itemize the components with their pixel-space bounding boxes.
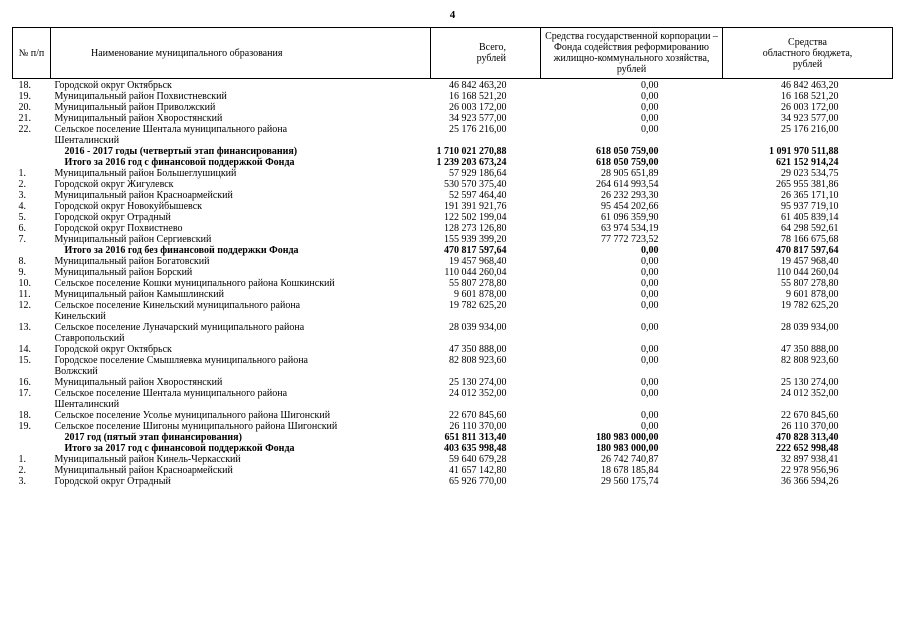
fund-amount: 0,00 [641,355,659,366]
table-row [13,388,893,410]
regional-amount: 34 923 577,00 [781,113,839,124]
financing-table [12,27,893,487]
total-amount: 34 923 577,00 [449,113,507,124]
fund-amount: 0,00 [641,124,659,135]
row-number [13,157,51,168]
municipality-name: Городской округ Похвистнево [54,223,183,234]
total-amount: 25 176 216,00 [449,124,507,135]
total-amount: 26 110 370,00 [449,421,507,432]
table-row [13,168,893,179]
row-number: 9. [18,267,26,278]
municipality-name: Городское поселение Смышляевка муниципального района Волжский [54,355,308,377]
total-amount: 52 597 464,40 [449,190,507,201]
total-amount: 28 039 934,00 [449,322,507,333]
row-number: 16. [18,377,31,388]
total-amount: 110 044 260,04 [444,267,507,278]
row-number: 3. [18,190,26,201]
fund-amount: 0,00 [641,102,659,113]
fund-amount: 0,00 [641,245,659,256]
total-amount: 57 929 186,64 [449,168,507,179]
row-number: 20. [18,102,31,113]
total-amount: 24 012 352,00 [449,388,507,399]
total-amount: 47 350 888,00 [449,344,507,355]
row-number: 1. [18,168,26,179]
regional-amount: 19 457 968,40 [781,256,839,267]
row-number: 22. [18,124,31,135]
fund-amount: 0,00 [641,256,659,267]
table-row [13,355,893,377]
row-number: 12. [18,300,31,311]
fund-amount: 0,00 [641,113,659,124]
total-amount: 46 842 463,20 [449,80,507,91]
regional-amount: 28 039 934,00 [781,322,839,333]
table-body [13,79,893,488]
municipality-name: 2017 год (пятый этап финансирования) [64,432,242,443]
municipality-name: 2016 - 2017 годы (четвертый этап финансирования) [64,146,298,157]
regional-amount: 29 023 534,75 [781,168,839,179]
fund-amount: 0,00 [641,278,659,289]
municipality-name: Сельское поселение Шигоны муниципального района Шигонский [54,421,338,432]
table-summary-row [13,157,893,168]
row-number: 1. [18,454,26,465]
regional-amount: 22 670 845,60 [781,410,839,421]
table-row [13,124,893,146]
total-amount: 22 670 845,60 [449,410,507,421]
row-number: 18. [18,80,31,91]
fund-amount: 0,00 [641,410,659,421]
regional-amount: 16 168 521,20 [781,91,839,102]
fund-amount: 28 905 651,89 [601,168,659,179]
total-amount: 16 168 521,20 [449,91,507,102]
row-number: 13. [18,322,31,333]
table-row [13,289,893,300]
municipality-name: Муниципальный район Хворостянский [54,377,223,388]
regional-amount: 22 978 956,96 [781,465,839,476]
row-number: 6. [18,223,26,234]
total-amount: 82 808 923,60 [449,355,507,366]
header-name: Наименование муниципального образования [51,28,431,79]
row-number: 11. [18,289,31,300]
fund-amount: 0,00 [641,322,659,333]
fund-amount: 264 614 993,54 [596,179,659,190]
row-number: 17. [18,388,31,399]
municipality-name: Муниципальный район Богатовский [54,256,210,267]
header-total: Всего, рублей [431,28,541,79]
fund-amount: 180 983 000,00 [596,443,659,454]
table-row [13,300,893,322]
row-number: 2. [18,465,26,476]
table-summary-row [13,432,893,443]
row-number: 18. [18,410,31,421]
fund-amount: 18 678 185,84 [601,465,659,476]
regional-amount: 26 365 171,10 [781,190,839,201]
table-row [13,212,893,223]
regional-amount: 24 012 352,00 [781,388,839,399]
table-row [13,190,893,201]
municipality-name: Муниципальный район Приволжский [54,102,216,113]
regional-amount: 26 110 370,00 [781,421,839,432]
fund-amount: 180 983 000,00 [596,432,659,443]
regional-amount: 1 091 970 511,88 [769,146,839,157]
total-amount: 530 570 375,40 [444,179,507,190]
fund-amount: 0,00 [641,377,659,388]
table-row [13,410,893,421]
total-amount: 1 710 021 270,88 [436,146,507,157]
fund-amount: 0,00 [641,388,659,399]
fund-amount: 0,00 [641,80,659,91]
fund-amount: 0,00 [641,344,659,355]
total-amount: 403 635 998,48 [444,443,507,454]
total-amount: 122 502 199,04 [444,212,507,223]
table-row [13,267,893,278]
regional-amount: 470 828 313,40 [776,432,839,443]
municipality-name: Городской округ Новокуйбышевск [54,201,203,212]
total-amount: 155 939 399,20 [444,234,507,245]
table-row [13,344,893,355]
municipality-name: Городской округ Октябрьск [54,80,172,91]
row-number [13,146,51,157]
row-number: 10. [18,278,31,289]
municipality-name: Городской округ Отрадный [54,476,171,487]
regional-amount: 9 601 878,00 [786,289,839,300]
table-row [13,179,893,190]
municipality-name: Итого за 2016 год без финансовой поддержки Фонда [64,245,299,256]
fund-amount: 61 096 359,90 [601,212,659,223]
regional-amount: 265 955 381,86 [776,179,839,190]
fund-amount: 26 232 293,30 [601,190,659,201]
table-row [13,421,893,432]
header-regional: Средства областного бюджета, рублей [723,28,893,79]
table-summary-row [13,146,893,157]
regional-amount: 78 166 675,68 [781,234,839,245]
regional-amount: 25 130 274,00 [781,377,839,388]
row-number: 15. [18,355,31,366]
total-amount: 55 807 278,80 [449,278,507,289]
table-row [13,223,893,234]
municipality-name: Итого за 2016 год с финансовой поддержкой Фонда [64,157,295,168]
table-row [13,322,893,344]
municipality-name: Итого за 2017 год с финансовой поддержкой Фонда [64,443,295,454]
municipality-name: Муниципальный район Красноармейский [54,190,233,201]
regional-amount: 470 817 597,64 [776,245,839,256]
total-amount: 26 003 172,00 [449,102,507,113]
municipality-name: Сельское поселение Шентала муниципального района Шенталинский [54,124,288,146]
fund-amount: 618 050 759,00 [596,157,659,168]
fund-amount: 26 742 740,87 [601,454,659,465]
municipality-name: Сельское поселение Шентала муниципального района Шенталинский [54,388,288,410]
total-amount: 9 601 878,00 [454,289,507,300]
total-amount: 41 657 142,80 [449,465,507,476]
table-row [13,102,893,113]
regional-amount: 36 366 594,26 [781,476,839,487]
fund-amount: 63 974 534,19 [601,223,659,234]
regional-amount: 110 044 260,04 [776,267,839,278]
table-summary-row [13,245,893,256]
total-amount: 19 457 968,40 [449,256,507,267]
table-row [13,91,893,102]
municipality-name: Городской округ Октябрьск [54,344,172,355]
table-row [13,234,893,245]
fund-amount: 77 772 723,52 [601,234,659,245]
row-number: 4. [18,201,26,212]
regional-amount: 222 652 998,48 [776,443,839,454]
municipality-name: Сельское поселение Кинельский муниципального района Кинельский [54,300,301,322]
municipality-name: Муниципальный район Борский [54,267,193,278]
municipality-name: Городской округ Отрадный [54,212,171,223]
regional-amount: 46 842 463,20 [781,80,839,91]
fund-amount: 0,00 [641,421,659,432]
header-num: № п/п [13,28,51,79]
row-number: 19. [18,421,31,432]
municipality-name: Муниципальный район Сергиевский [54,234,212,245]
total-amount: 25 130 274,00 [449,377,507,388]
municipality-name: Городской округ Жигулевск [54,179,174,190]
regional-amount: 19 782 625,20 [781,300,839,311]
total-amount: 651 811 313,40 [444,432,507,443]
regional-amount: 47 350 888,00 [781,344,839,355]
row-number [13,245,51,256]
table-row [13,278,893,289]
regional-amount: 64 298 592,61 [781,223,839,234]
regional-amount: 95 937 719,10 [781,201,839,212]
total-amount: 19 782 625,20 [449,300,507,311]
municipality-name: Сельское поселение Кошки муниципального района Кошкинский [54,278,335,289]
table-row [13,79,893,92]
row-number [13,443,51,454]
regional-amount: 621 152 914,24 [776,157,839,168]
table-row [13,465,893,476]
table-row [13,113,893,124]
table-summary-row [13,443,893,454]
row-number: 3. [18,476,26,487]
table-row [13,201,893,212]
row-number: 7. [18,234,26,245]
total-amount: 470 817 597,64 [444,245,507,256]
row-number [13,432,51,443]
municipality-name: Муниципальный район Камышлинский [54,289,224,300]
row-number: 14. [18,344,31,355]
regional-amount: 82 808 923,60 [781,355,839,366]
regional-amount: 61 405 839,14 [781,212,839,223]
table-row [13,476,893,487]
row-number: 19. [18,91,31,102]
municipality-name: Сельское поселение Луначарский муниципального района Ставропольский [54,322,305,344]
table-row [13,256,893,267]
fund-amount: 0,00 [641,91,659,102]
total-amount: 65 926 770,00 [449,476,507,487]
table-header-row [13,28,893,79]
regional-amount: 25 176 216,00 [781,124,839,135]
row-number: 5. [18,212,26,223]
municipality-name: Муниципальный район Большеглушицкий [54,168,237,179]
regional-amount: 26 003 172,00 [781,102,839,113]
municipality-name: Муниципальный район Хворостянский [54,113,223,124]
total-amount: 191 391 921,76 [444,201,507,212]
row-number: 21. [18,113,31,124]
fund-amount: 618 050 759,00 [596,146,659,157]
fund-amount: 0,00 [641,289,659,300]
municipality-name: Муниципальный район Красноармейский [54,465,233,476]
regional-amount: 55 807 278,80 [781,278,839,289]
fund-amount: 95 454 202,66 [601,201,659,212]
header-fund: Средства государственной корпорации – Фонда содействия реформированию жилищно-коммунального хозяйства, рублей [541,28,723,79]
total-amount: 59 640 679,28 [449,454,507,465]
table-row [13,454,893,465]
municipality-name: Муниципальный район Похвистневский [54,91,227,102]
row-number: 8. [18,256,26,267]
table-row [13,377,893,388]
municipality-name: Муниципальный район Кинель-Черкасский [54,454,241,465]
total-amount: 128 273 126,80 [444,223,507,234]
fund-amount: 0,00 [641,267,659,278]
municipality-name: Сельское поселение Усолье муниципального района Шигонский [54,410,331,421]
regional-amount: 32 897 938,41 [781,454,839,465]
page-number: 4 [449,9,456,21]
row-number: 2. [18,179,26,190]
total-amount: 1 239 203 673,24 [436,157,507,168]
fund-amount: 0,00 [641,300,659,311]
fund-amount: 29 560 175,74 [601,476,659,487]
